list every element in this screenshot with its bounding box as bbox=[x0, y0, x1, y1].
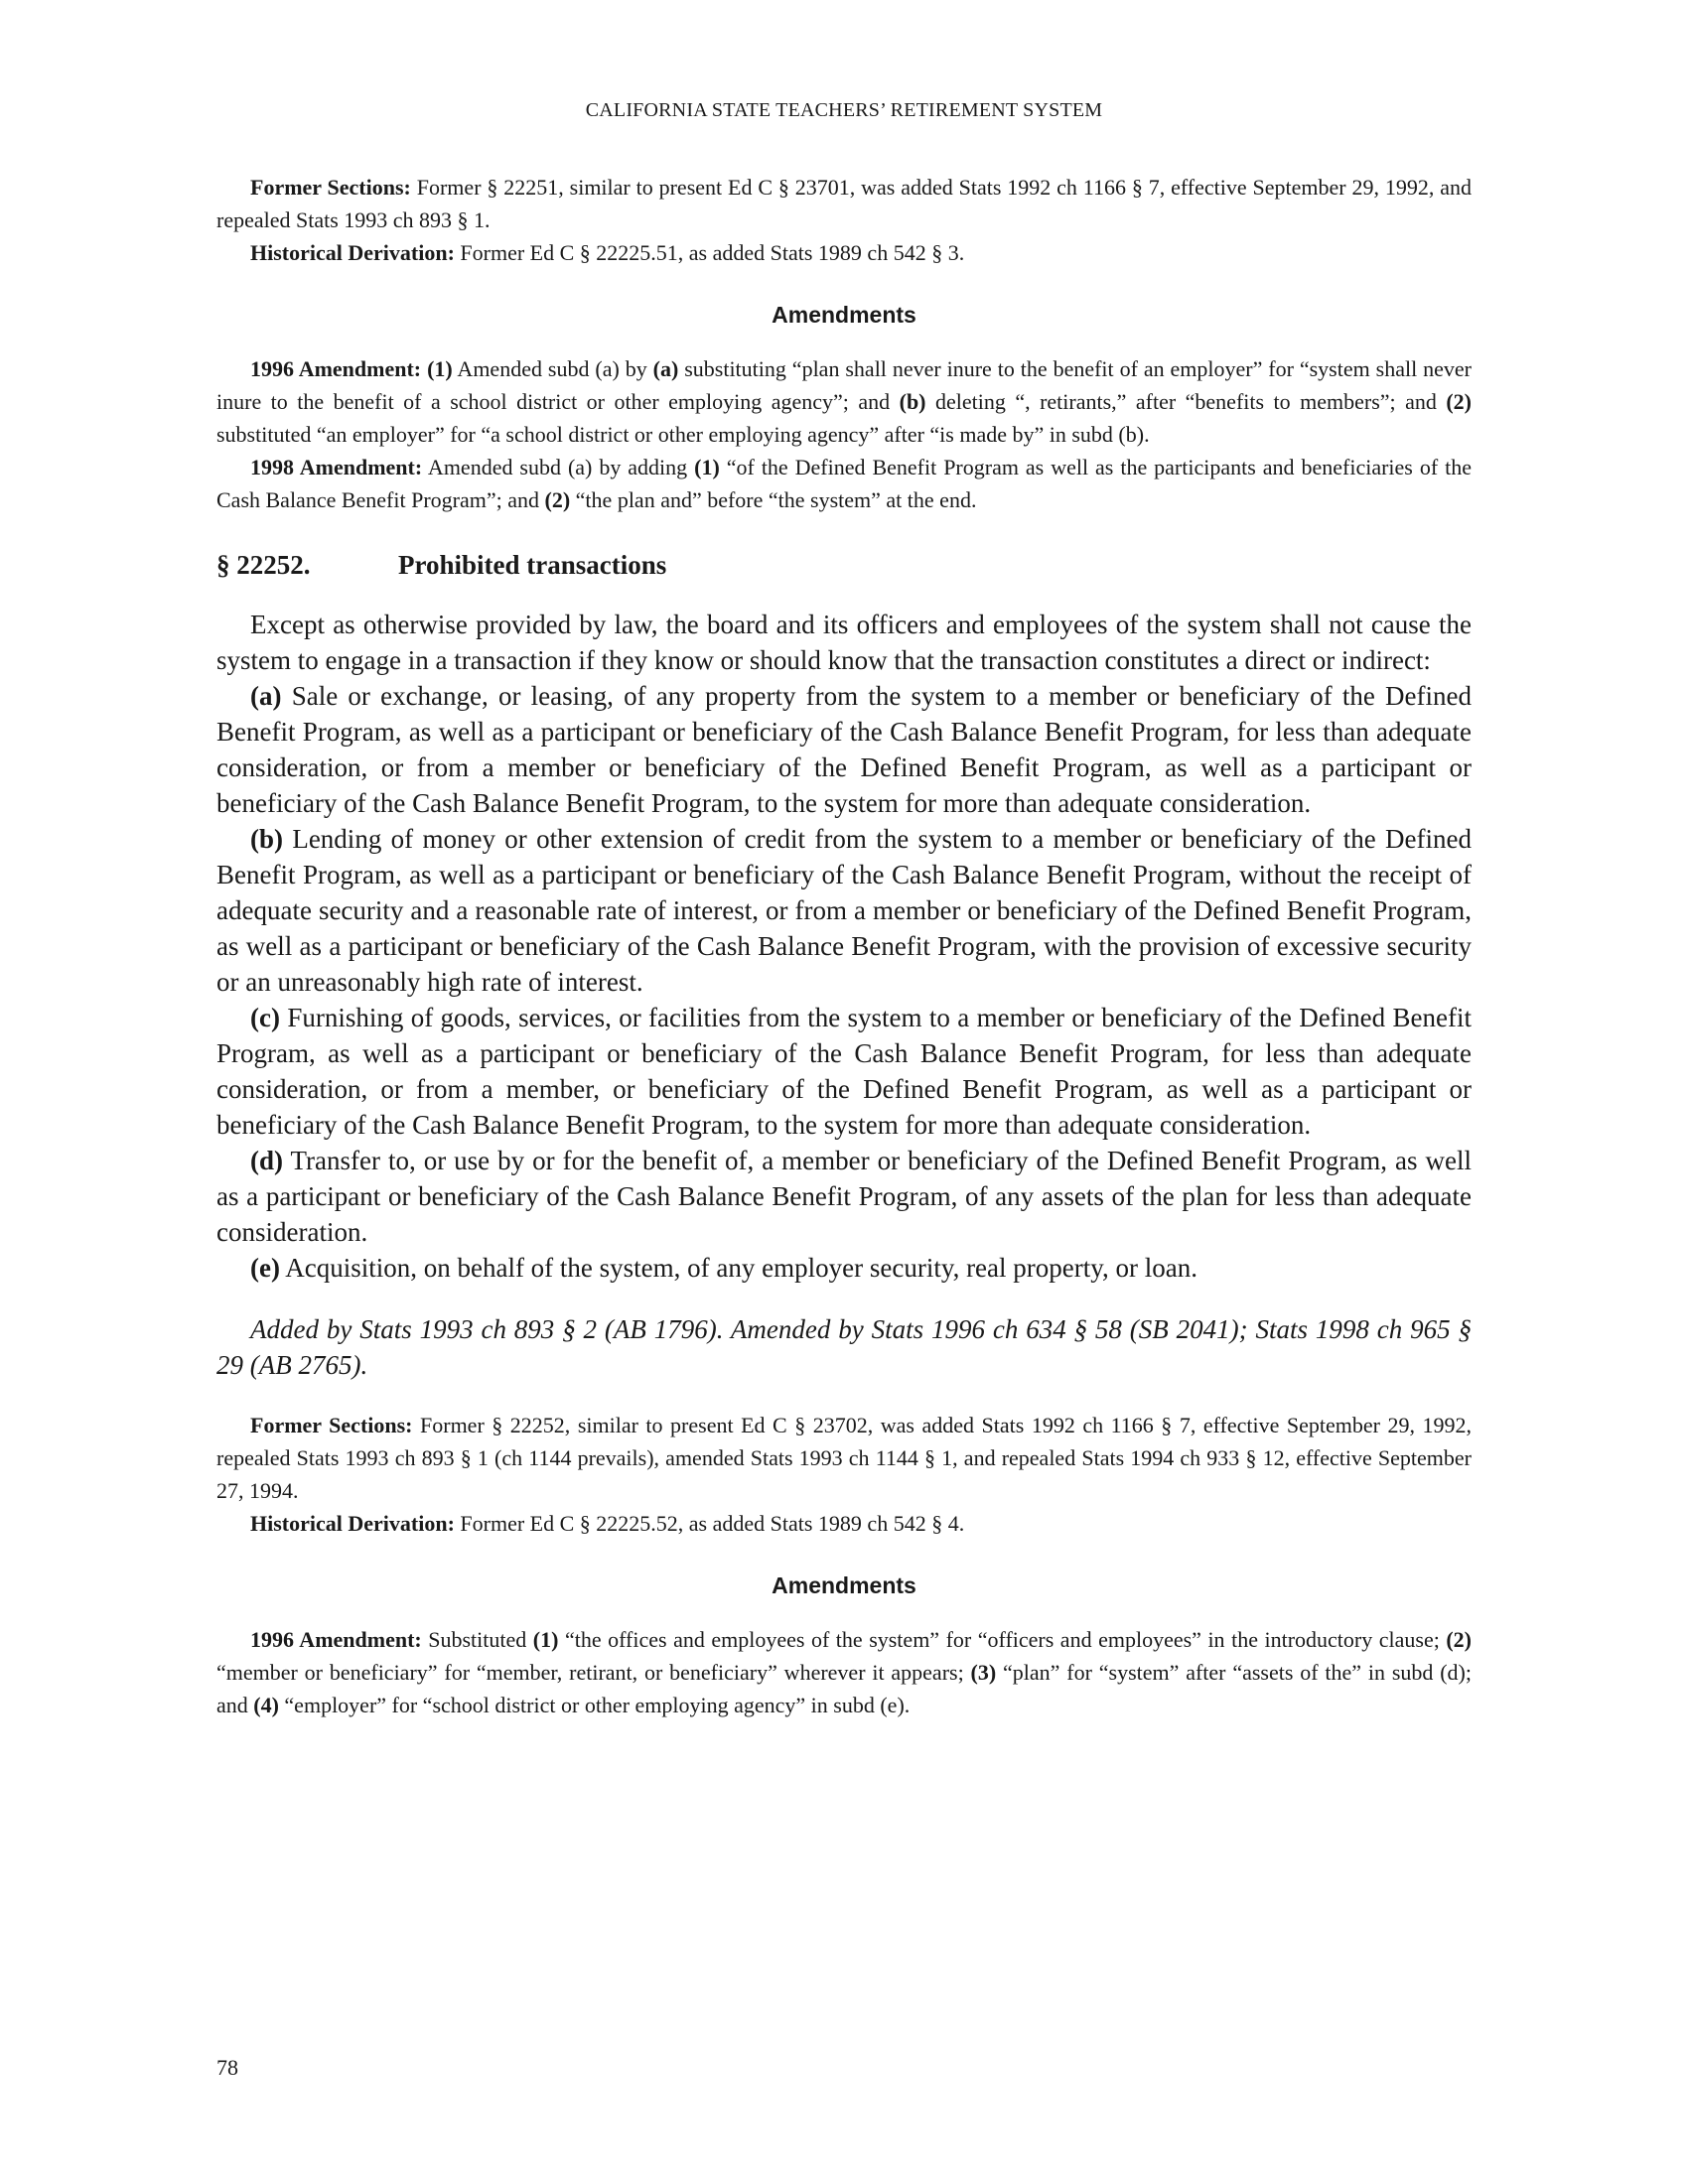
subdivision-label: (b) bbox=[250, 824, 283, 854]
section-heading bbox=[216, 550, 1472, 581]
amendment-text: “plan” for “system” after “assets of the” in subd (d); and bbox=[216, 1660, 1472, 1717]
amendment-item-marker: (3) bbox=[970, 1660, 997, 1685]
section-title: Prohibited transactions bbox=[398, 550, 667, 580]
subdivision-e bbox=[216, 1250, 1472, 1286]
amendment-text: substituted “an employer” for “a school district or other employing agency” after “is made by” in subd (b). bbox=[216, 422, 1150, 447]
subdivision-label: (c) bbox=[250, 1003, 280, 1032]
amendment-text: “the offices and employees of the system” for “officers and employees” in the introductory clause; bbox=[558, 1627, 1447, 1652]
subdivision-text: Acquisition, on behalf of the system, of any employer security, real property, or loan. bbox=[279, 1253, 1197, 1283]
amendment-text: “of the Defined Benefit Program as well as the participants and beneficiaries of the Cash Balance Benefit Program”; and bbox=[216, 455, 1472, 512]
amendment-label: 1998 Amendment: bbox=[250, 455, 423, 479]
amendments-heading: Amendments bbox=[772, 302, 916, 328]
amendment-item-marker: (2) bbox=[544, 487, 571, 512]
amendment-text: substituting “plan shall never inure to the benefit of an employer” for “system shall never inure to the benefit of a school district or other employing agency”; and bbox=[216, 356, 1472, 414]
page-content bbox=[216, 171, 1472, 1721]
subdivision-d bbox=[216, 1143, 1472, 1250]
subdivision-label: (e) bbox=[250, 1253, 280, 1283]
former-sections-note bbox=[216, 1409, 1472, 1507]
subdivision-label: (a) bbox=[250, 681, 282, 711]
amendment-text: “member or beneficiary” for “member, retirant, or beneficiary” wherever it appears; bbox=[216, 1660, 971, 1685]
amendments-heading: Amendments bbox=[772, 1572, 916, 1598]
subdivision-text: Furnishing of goods, services, or facilities from the system to a member or beneficiary of the Defined Benefit Program, as well as a participant or beneficiary of the Cash Balance Benefit Program, for less than adequate consideration, or from a member, or beneficiary of the Defined Benefit Program, as well as a participant or beneficiary of the Cash Balance Benefit Program, to the system for more than adequate consideration. bbox=[216, 1003, 1472, 1140]
amendment-item-marker: (2) bbox=[1446, 389, 1472, 414]
amendment-text: Substituted bbox=[421, 1627, 533, 1652]
section-number: § 22252. bbox=[216, 550, 311, 580]
subdivision-text: Lending of money or other extension of credit from the system to a member or beneficiary of the Defined Benefit Program, as well as a participant or beneficiary of the Cash Balance Benefit Program, without the receipt of adequate security and a reasonable rate of interest, or from a member or beneficiary of the Defined Benefit Program, as well as a participant or beneficiary of the Cash Balance Benefit Program, with the provision of excessive security or an unreasonably high rate of interest. bbox=[216, 824, 1472, 997]
former-sections-note bbox=[216, 171, 1472, 236]
subdivision-label: (d) bbox=[250, 1146, 283, 1175]
amendment-1996 bbox=[216, 352, 1472, 451]
amendments-notes bbox=[216, 352, 1472, 516]
section-notes bbox=[216, 1409, 1472, 1540]
amendment-text: Amended subd (a) by bbox=[452, 356, 653, 381]
amendment-1996 bbox=[216, 1623, 1472, 1721]
former-sections-text: Former § 22251, similar to present Ed C § 23701, was added Stats 1992 ch 1166 § 7, effective September 29, 1992, and repealed Stats 1993 ch 893 § 1. bbox=[216, 175, 1472, 232]
amendment-item-marker: (1) bbox=[532, 1627, 559, 1652]
section-intro: Except as otherwise provided by law, the board and its officers and employees of the system shall not cause the system to engage in a transaction if they know or should know that the transaction constitutes a direct or indirect: bbox=[216, 610, 1472, 675]
amendment-item-marker: (1) bbox=[694, 455, 720, 479]
amendment-item-marker: (a) bbox=[652, 356, 679, 381]
historical-derivation-text: Former Ed C § 22225.52, as added Stats 1989 ch 542 § 4. bbox=[454, 1511, 965, 1536]
amendment-item-marker: (b) bbox=[899, 389, 926, 414]
former-sections-label: Former Sections: bbox=[250, 175, 411, 200]
historical-derivation-label: Historical Derivation: bbox=[250, 240, 455, 265]
historical-derivation-note bbox=[216, 1507, 1472, 1540]
subdivision-text: Sale or exchange, or leasing, of any property from the system to a member or beneficiary of the Defined Benefit Program, as well as a participant or beneficiary of the Cash Balance Benefit Program, for less than adequate consideration, or from a member or beneficiary of the Defined Benefit Program, as well as a participant or beneficiary of the Cash Balance Benefit Program, to the system for more than adequate consideration. bbox=[216, 681, 1472, 818]
former-sections-label: Former Sections: bbox=[250, 1413, 413, 1437]
subdivision-text: Transfer to, or use by or for the benefit of, a member or beneficiary of the Defined Benefit Program, as well as a participant or beneficiary of the Cash Balance Benefit Program, of any assets of the plan for less than adequate consideration. bbox=[216, 1146, 1472, 1247]
amendment-text: Amended subd (a) by adding bbox=[422, 455, 695, 479]
amendment-text: “the plan and” before “the system” at the end. bbox=[570, 487, 977, 512]
prior-section-notes bbox=[216, 171, 1472, 269]
amendment-1998 bbox=[216, 451, 1472, 516]
section-history: Added by Stats 1993 ch 893 § 2 (AB 1796). Amended by Stats 1996 ch 634 § 58 (SB 2041); Stats 1998 ch 965 § 29 (AB 2765). bbox=[216, 1314, 1472, 1380]
amendment-item-marker: (1) bbox=[427, 356, 453, 381]
amendment-text: deleting “, retirants,” after “benefits to members”; and bbox=[925, 389, 1447, 414]
page-number: 78 bbox=[216, 2055, 238, 2080]
subdivision-a bbox=[216, 678, 1472, 821]
section-body bbox=[216, 607, 1472, 1286]
historical-derivation-text: Former Ed C § 22225.51, as added Stats 1989 ch 542 § 3. bbox=[454, 240, 965, 265]
amendment-item-marker: (2) bbox=[1446, 1627, 1472, 1652]
amendments-notes bbox=[216, 1623, 1472, 1721]
historical-derivation-label: Historical Derivation: bbox=[250, 1511, 455, 1536]
amendment-text: “employer” for “school district or other employing agency” in subd (e). bbox=[278, 1693, 911, 1717]
running-header: CALIFORNIA STATE TEACHERS’ RETIREMENT SYSTEM bbox=[585, 99, 1103, 121]
historical-derivation-note bbox=[216, 236, 1472, 269]
subdivision-b bbox=[216, 821, 1472, 1000]
former-sections-text: Former § 22252, similar to present Ed C § 23702, was added Stats 1992 ch 1166 § 7, effective September 29, 1992, repealed Stats 1993 ch 893 § 1 (ch 1144 prevails), amended Stats 1993 ch 1144 § 1, and repealed Stats 1994 ch 933 § 12, effective September 27, 1994. bbox=[216, 1413, 1472, 1503]
amendment-label: 1996 Amendment: bbox=[250, 1627, 422, 1652]
subdivision-c bbox=[216, 1000, 1472, 1143]
amendment-label: 1996 Amendment: bbox=[250, 356, 422, 381]
amendment-item-marker: (4) bbox=[253, 1693, 279, 1717]
